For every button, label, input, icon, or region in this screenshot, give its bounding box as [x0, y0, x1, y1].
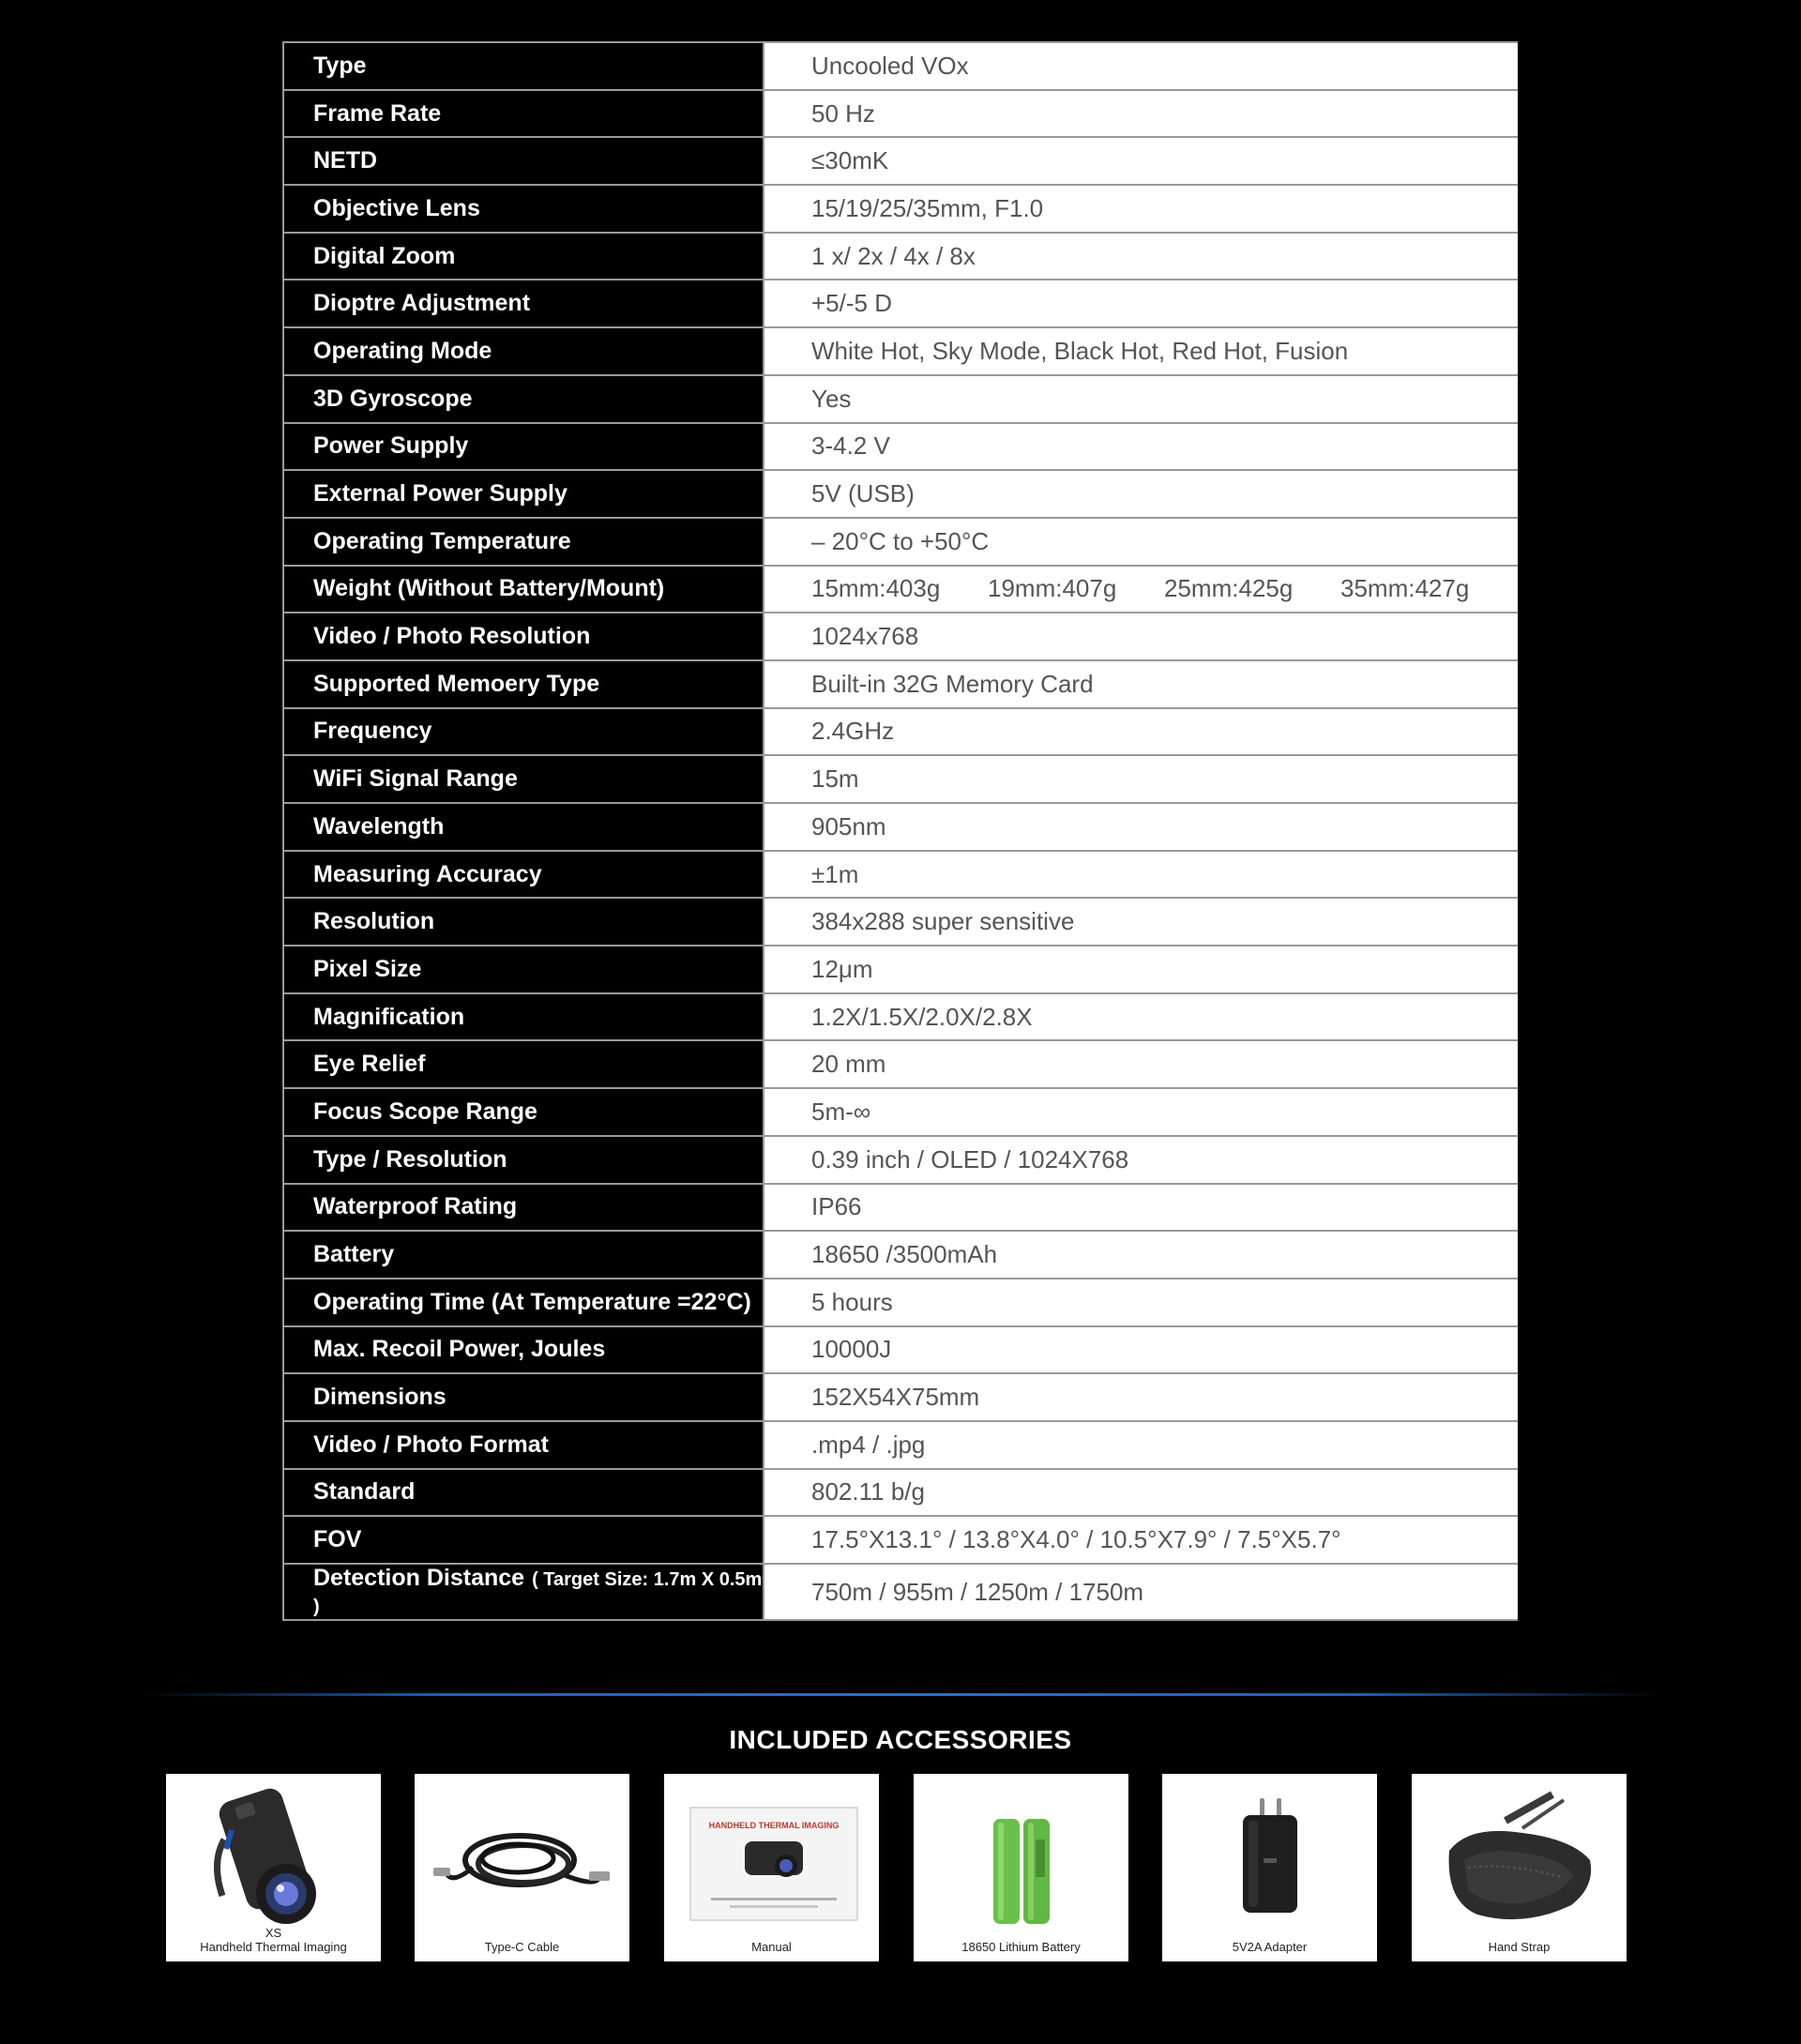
- spec-label: Supported Memoery Type: [313, 670, 600, 697]
- spec-label: Type / Resolution: [313, 1145, 507, 1173]
- spec-row: [283, 1184, 1518, 1232]
- spec-label: External Power Supply: [313, 480, 568, 507]
- spec-value-cell: [764, 1136, 1518, 1184]
- spec-value: 12μm: [811, 954, 873, 983]
- spec-value: 50 Hz: [811, 98, 875, 128]
- spec-label-cell: [283, 613, 764, 660]
- spec-value: Uncooled VOx: [811, 51, 969, 80]
- spec-value-cell: [764, 660, 1518, 708]
- spec-label-cell: [283, 1136, 764, 1184]
- spec-label-cell: [283, 1279, 764, 1326]
- accessory-card-device: [166, 1774, 381, 1961]
- spec-value-item: 35mm:427g: [1340, 574, 1470, 603]
- spec-value-cell: [764, 1326, 1518, 1374]
- spec-row: [283, 280, 1518, 327]
- spec-value-cell: [764, 993, 1518, 1041]
- spec-value-cell: [764, 898, 1518, 946]
- spec-row: [283, 1040, 1518, 1088]
- spec-value-cell: [764, 1231, 1518, 1279]
- spec-value: +5/-5 D: [811, 289, 892, 318]
- section-divider: [141, 1693, 1660, 1696]
- adapter-icon: [1162, 1774, 1377, 1961]
- manual-icon: [664, 1774, 879, 1961]
- spec-value: ≤30mK: [811, 146, 889, 175]
- spec-label-cell: [283, 327, 764, 375]
- spec-label-cell: [283, 755, 764, 803]
- spec-label: Max. Recoil Power, Joules: [313, 1336, 606, 1363]
- spec-label-cell: [283, 518, 764, 566]
- spec-label: Standard: [313, 1478, 416, 1506]
- spec-value-cell: [764, 708, 1518, 756]
- spec-row: [283, 233, 1518, 280]
- spec-value: 15/19/25/35mm, F1.0: [811, 193, 1044, 222]
- accessory-card-battery: [914, 1774, 1128, 1961]
- spec-label: Digital Zoom: [313, 242, 456, 269]
- accessory-card-adapter: [1162, 1774, 1377, 1961]
- spec-label-cell: [283, 470, 764, 518]
- spec-value-cell: [764, 233, 1518, 280]
- spec-label-cell: [283, 185, 764, 233]
- spec-label-cell: [283, 137, 764, 185]
- spec-label: Operating Temperature: [313, 527, 571, 554]
- battery-icon: [914, 1774, 1128, 1961]
- spec-value: 17.5°X13.1° / 13.8°X4.0° / 10.5°X7.9° / 7.5°X5.7°: [811, 1525, 1341, 1554]
- spec-value-cell: [764, 946, 1518, 993]
- spec-value: 905nm: [811, 811, 886, 840]
- spec-row: [283, 1516, 1518, 1564]
- spec-row: [283, 993, 1518, 1041]
- spec-table: [282, 41, 1518, 1621]
- spec-label: Frame Rate: [313, 99, 442, 127]
- spec-value-cell: [764, 470, 1518, 518]
- spec-label: NETD: [313, 147, 378, 174]
- accessories-title: INCLUDED ACCESSORIES: [729, 1725, 1072, 1754]
- spec-label-note: ( Target Size: 1.7m X 0.5m ): [313, 1569, 763, 1617]
- spec-label-cell: [283, 280, 764, 327]
- spec-value-cell: [764, 1040, 1518, 1088]
- spec-label: Resolution: [313, 908, 435, 935]
- spec-label-cell: [283, 42, 764, 90]
- spec-value-cell: [764, 1469, 1518, 1517]
- spec-value: 5m-∞: [811, 1097, 871, 1126]
- spec-row: [283, 1088, 1518, 1136]
- spec-row: [283, 851, 1518, 899]
- spec-label-cell: [283, 566, 764, 613]
- spec-label-cell: [283, 660, 764, 708]
- spec-value: 1 x/ 2x / 4x / 8x: [811, 241, 976, 270]
- spec-value-item: 15mm:403g: [811, 574, 941, 603]
- spec-label-cell: [283, 1421, 764, 1469]
- spec-label: Pixel Size: [313, 955, 422, 982]
- spec-label-cell: [283, 803, 764, 851]
- spec-label-cell: [283, 1564, 764, 1620]
- accessory-card-manual: [664, 1774, 879, 1961]
- spec-value-cell: [764, 1421, 1518, 1469]
- spec-label-cell: [283, 1326, 764, 1374]
- spec-value: 802.11 b/g: [811, 1477, 925, 1507]
- spec-row: [283, 946, 1518, 993]
- spec-value-item: 25mm:425g: [1164, 574, 1294, 603]
- spec-value: 0.39 inch / OLED / 1024X768: [811, 1144, 1129, 1173]
- hand-strap-icon: [1412, 1774, 1627, 1961]
- spec-row: [283, 1136, 1518, 1184]
- spec-value-cell: [764, 423, 1518, 471]
- spec-label: Weight (Without Battery/Mount): [313, 575, 665, 602]
- spec-value-cell: [764, 375, 1518, 423]
- spec-label-cell: [283, 1516, 764, 1564]
- spec-value-cell: [764, 851, 1518, 899]
- spec-label: FOV: [313, 1526, 362, 1553]
- spec-label-cell: [283, 90, 764, 138]
- spec-row: [283, 1231, 1518, 1279]
- spec-value-cell: [764, 280, 1518, 327]
- spec-row: [283, 1564, 1518, 1620]
- spec-value-cell: [764, 1516, 1518, 1564]
- spec-label: Waterproof Rating: [313, 1193, 518, 1220]
- spec-value-cell: [764, 90, 1518, 138]
- spec-value: 20 mm: [811, 1050, 886, 1079]
- spec-label: Wavelength: [313, 812, 445, 840]
- spec-row: [283, 1326, 1518, 1374]
- spec-label: Detection Distance: [313, 1565, 525, 1591]
- spec-value-cell: [764, 755, 1518, 803]
- spec-value-cell: [764, 1564, 1518, 1620]
- spec-value: .mp4 / .jpg: [811, 1430, 926, 1459]
- spec-label: Power Supply: [313, 432, 469, 460]
- spec-label: Operating Time (At Temperature =22°C): [313, 1288, 751, 1315]
- spec-value-cell: [764, 42, 1518, 90]
- spec-row: [283, 803, 1518, 851]
- spec-row: [283, 423, 1518, 471]
- spec-row: [283, 137, 1518, 185]
- accessory-caption: 18650 Lithium Battery: [961, 1940, 1081, 1954]
- spec-label-cell: [283, 993, 764, 1041]
- spec-row: [283, 708, 1518, 756]
- spec-row: [283, 566, 1518, 613]
- spec-row: [283, 660, 1518, 708]
- spec-label-cell: [283, 1373, 764, 1421]
- spec-label: Video / Photo Resolution: [313, 623, 591, 650]
- spec-label: Focus Scope Range: [313, 1098, 537, 1125]
- spec-label: Magnification: [313, 1003, 465, 1030]
- spec-label: Operating Mode: [313, 337, 492, 364]
- spec-value: – 20°C to +50°C: [811, 526, 990, 555]
- spec-label-cell: [283, 233, 764, 280]
- spec-value: 1024x768: [811, 622, 919, 651]
- spec-row: [283, 42, 1518, 90]
- spec-value: 15m: [811, 765, 859, 794]
- spec-row: [283, 518, 1518, 566]
- spec-label-cell: [283, 1231, 764, 1279]
- spec-row: [283, 613, 1518, 660]
- spec-value: IP66: [811, 1192, 862, 1221]
- spec-value-cell: [764, 1279, 1518, 1326]
- spec-row: [283, 375, 1518, 423]
- spec-row: [283, 1469, 1518, 1517]
- spec-value: 5V (USB): [811, 479, 915, 508]
- spec-label-cell: [283, 1088, 764, 1136]
- spec-value-cell: [764, 566, 1518, 613]
- spec-value-cell: [764, 327, 1518, 375]
- accessory-caption: Hand Strap: [1488, 1940, 1551, 1954]
- spec-value-cell: [764, 803, 1518, 851]
- spec-label: Video / Photo Format: [313, 1431, 549, 1458]
- spec-value: ±1m: [811, 859, 859, 888]
- accessory-caption: Handheld Thermal Imaging: [200, 1940, 347, 1954]
- spec-label: Dimensions: [313, 1384, 446, 1411]
- spec-label: Objective Lens: [313, 194, 480, 221]
- spec-label: 3D Gyroscope: [313, 385, 473, 412]
- spec-value: 18650 /3500mAh: [811, 1240, 998, 1269]
- spec-label: Measuring Accuracy: [313, 860, 542, 887]
- spec-value: White Hot, Sky Mode, Black Hot, Red Hot, Fusion: [811, 336, 1349, 365]
- accessory-card-strap: [1412, 1774, 1627, 1961]
- spec-label-cell: [283, 1184, 764, 1232]
- spec-label: Battery: [313, 1241, 395, 1268]
- spec-label: Dioptre Adjustment: [313, 290, 531, 317]
- spec-label-cell: [283, 851, 764, 899]
- spec-value-item: 19mm:407g: [988, 574, 1117, 603]
- spec-value: 152X54X75mm: [811, 1383, 980, 1412]
- cable-icon: [415, 1774, 629, 1961]
- accessory-caption: Manual: [751, 1940, 792, 1954]
- spec-row: [283, 898, 1518, 946]
- spec-label: WiFi Signal Range: [313, 765, 518, 793]
- spec-value: Yes: [811, 384, 852, 413]
- spec-value-cell: [764, 1088, 1518, 1136]
- spec-value-cell: [764, 137, 1518, 185]
- spec-value: 1.2X/1.5X/2.0X/2.8X: [811, 1002, 1033, 1031]
- spec-value: 10000J: [811, 1335, 892, 1364]
- spec-value-cell: [764, 185, 1518, 233]
- spec-label-cell: [283, 898, 764, 946]
- spec-value: Built-in 32G Memory Card: [811, 669, 1094, 698]
- accessory-caption-line1: XS: [265, 1926, 282, 1940]
- spec-label: Type: [313, 52, 367, 79]
- accessory-card-cable: [415, 1774, 629, 1961]
- spec-value-cell: [764, 613, 1518, 660]
- spec-value: 3-4.2 V: [811, 432, 890, 461]
- spec-value: 2.4GHz: [811, 717, 895, 746]
- spec-label-cell: [283, 708, 764, 756]
- spec-row: [283, 185, 1518, 233]
- spec-value-cell: [764, 1373, 1518, 1421]
- spec-label-cell: [283, 1469, 764, 1517]
- spec-row: [283, 327, 1518, 375]
- accessory-caption: 5V2A Adapter: [1232, 1940, 1308, 1954]
- spec-value-cell: [764, 518, 1518, 566]
- spec-value: 384x288 super sensitive: [811, 907, 1075, 936]
- spec-value: 750m / 955m / 1250m / 1750m: [811, 1577, 1144, 1606]
- spec-row: [283, 1373, 1518, 1421]
- spec-label-cell: [283, 1040, 764, 1088]
- spec-row: [283, 1279, 1518, 1326]
- spec-value-cell: [764, 1184, 1518, 1232]
- spec-row: [283, 470, 1518, 518]
- spec-label: Frequency: [313, 718, 432, 745]
- spec-row: [283, 755, 1518, 803]
- spec-label-cell: [283, 375, 764, 423]
- accessory-caption: Type-C Cable: [484, 1940, 560, 1954]
- spec-row: [283, 90, 1518, 138]
- spec-label-cell: [283, 946, 764, 993]
- spec-label-cell: [283, 423, 764, 471]
- spec-value: 5 hours: [811, 1287, 893, 1316]
- spec-label: Eye Relief: [313, 1051, 426, 1078]
- spec-row: [283, 1421, 1518, 1469]
- manual-cover-text: HANDHELD THERMAL IMAGING: [708, 1821, 840, 1830]
